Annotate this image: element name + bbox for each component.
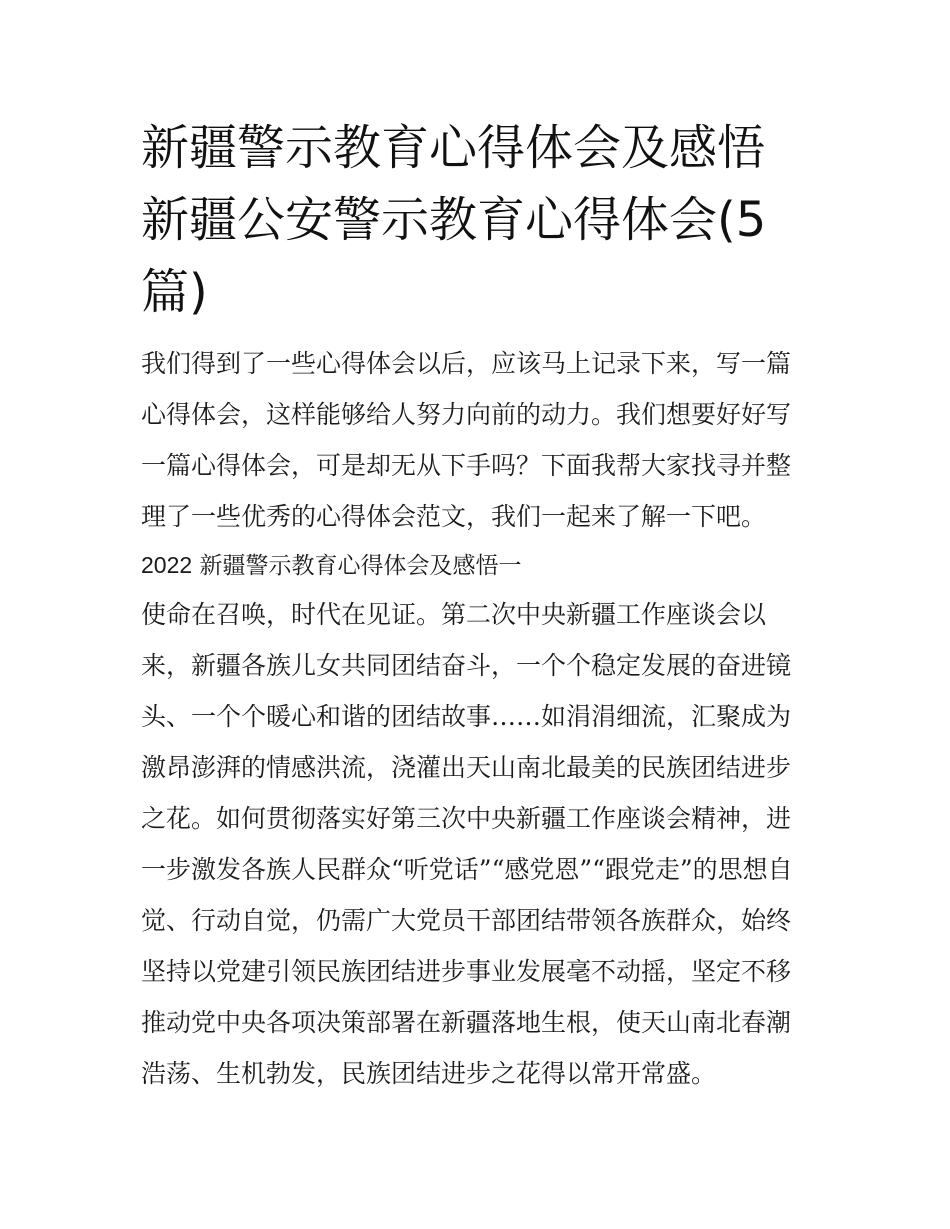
section-heading-year: 2022: [141, 552, 193, 578]
title-line-3: 篇): [141, 264, 208, 320]
body-paragraph: 使命在召唤，时代在见证。第二次中央新疆工作座谈会以来，新疆各族儿女共同团结奋斗，一个个稳定发展的奋进镜头、一个个暖心和谐的团结故事……如涓涓细流，汇聚成为激昂澎湃的情感洪流，浇灌出天山南北最美的民族团结进步之花。如何贯彻落实好第三次中央新疆工作座谈会精神，进一步激发各族人民群众“听党话”“感党恩”“跟党走”的思想自觉、行动自觉，仍需广大党员干部团结带领各族群众，始终坚持以党建引领民族团结进步事业发展毫不动摇，坚定不移推动党中央各项决策部署在新疆落地生根，使天山南北春潮浩荡、生机勃发，民族团结进步之花得以常开常盛。: [141, 600, 793, 1088]
section-heading: [141, 542, 813, 589]
section-heading-text: 新疆警示教育心得体会及感悟一: [199, 553, 522, 579]
intro-paragraph: 我们得到了一些心得体会以后，应该马上记录下来，写一篇心得体会，这样能够给人努力向前的动力。我们想要好好写一篇心得体会，可是却无从下手吗？下面我帮大家找寻并整理了一些优秀的心得体会范文，我们一起来了解一下吧。: [141, 349, 792, 531]
document-title: [141, 112, 813, 328]
title-line-1: 新疆警示教育心得体会及感悟: [141, 120, 766, 176]
document-page: [141, 112, 813, 1099]
title-line-2: 新疆公安警示教育心得体会(5: [141, 192, 767, 248]
